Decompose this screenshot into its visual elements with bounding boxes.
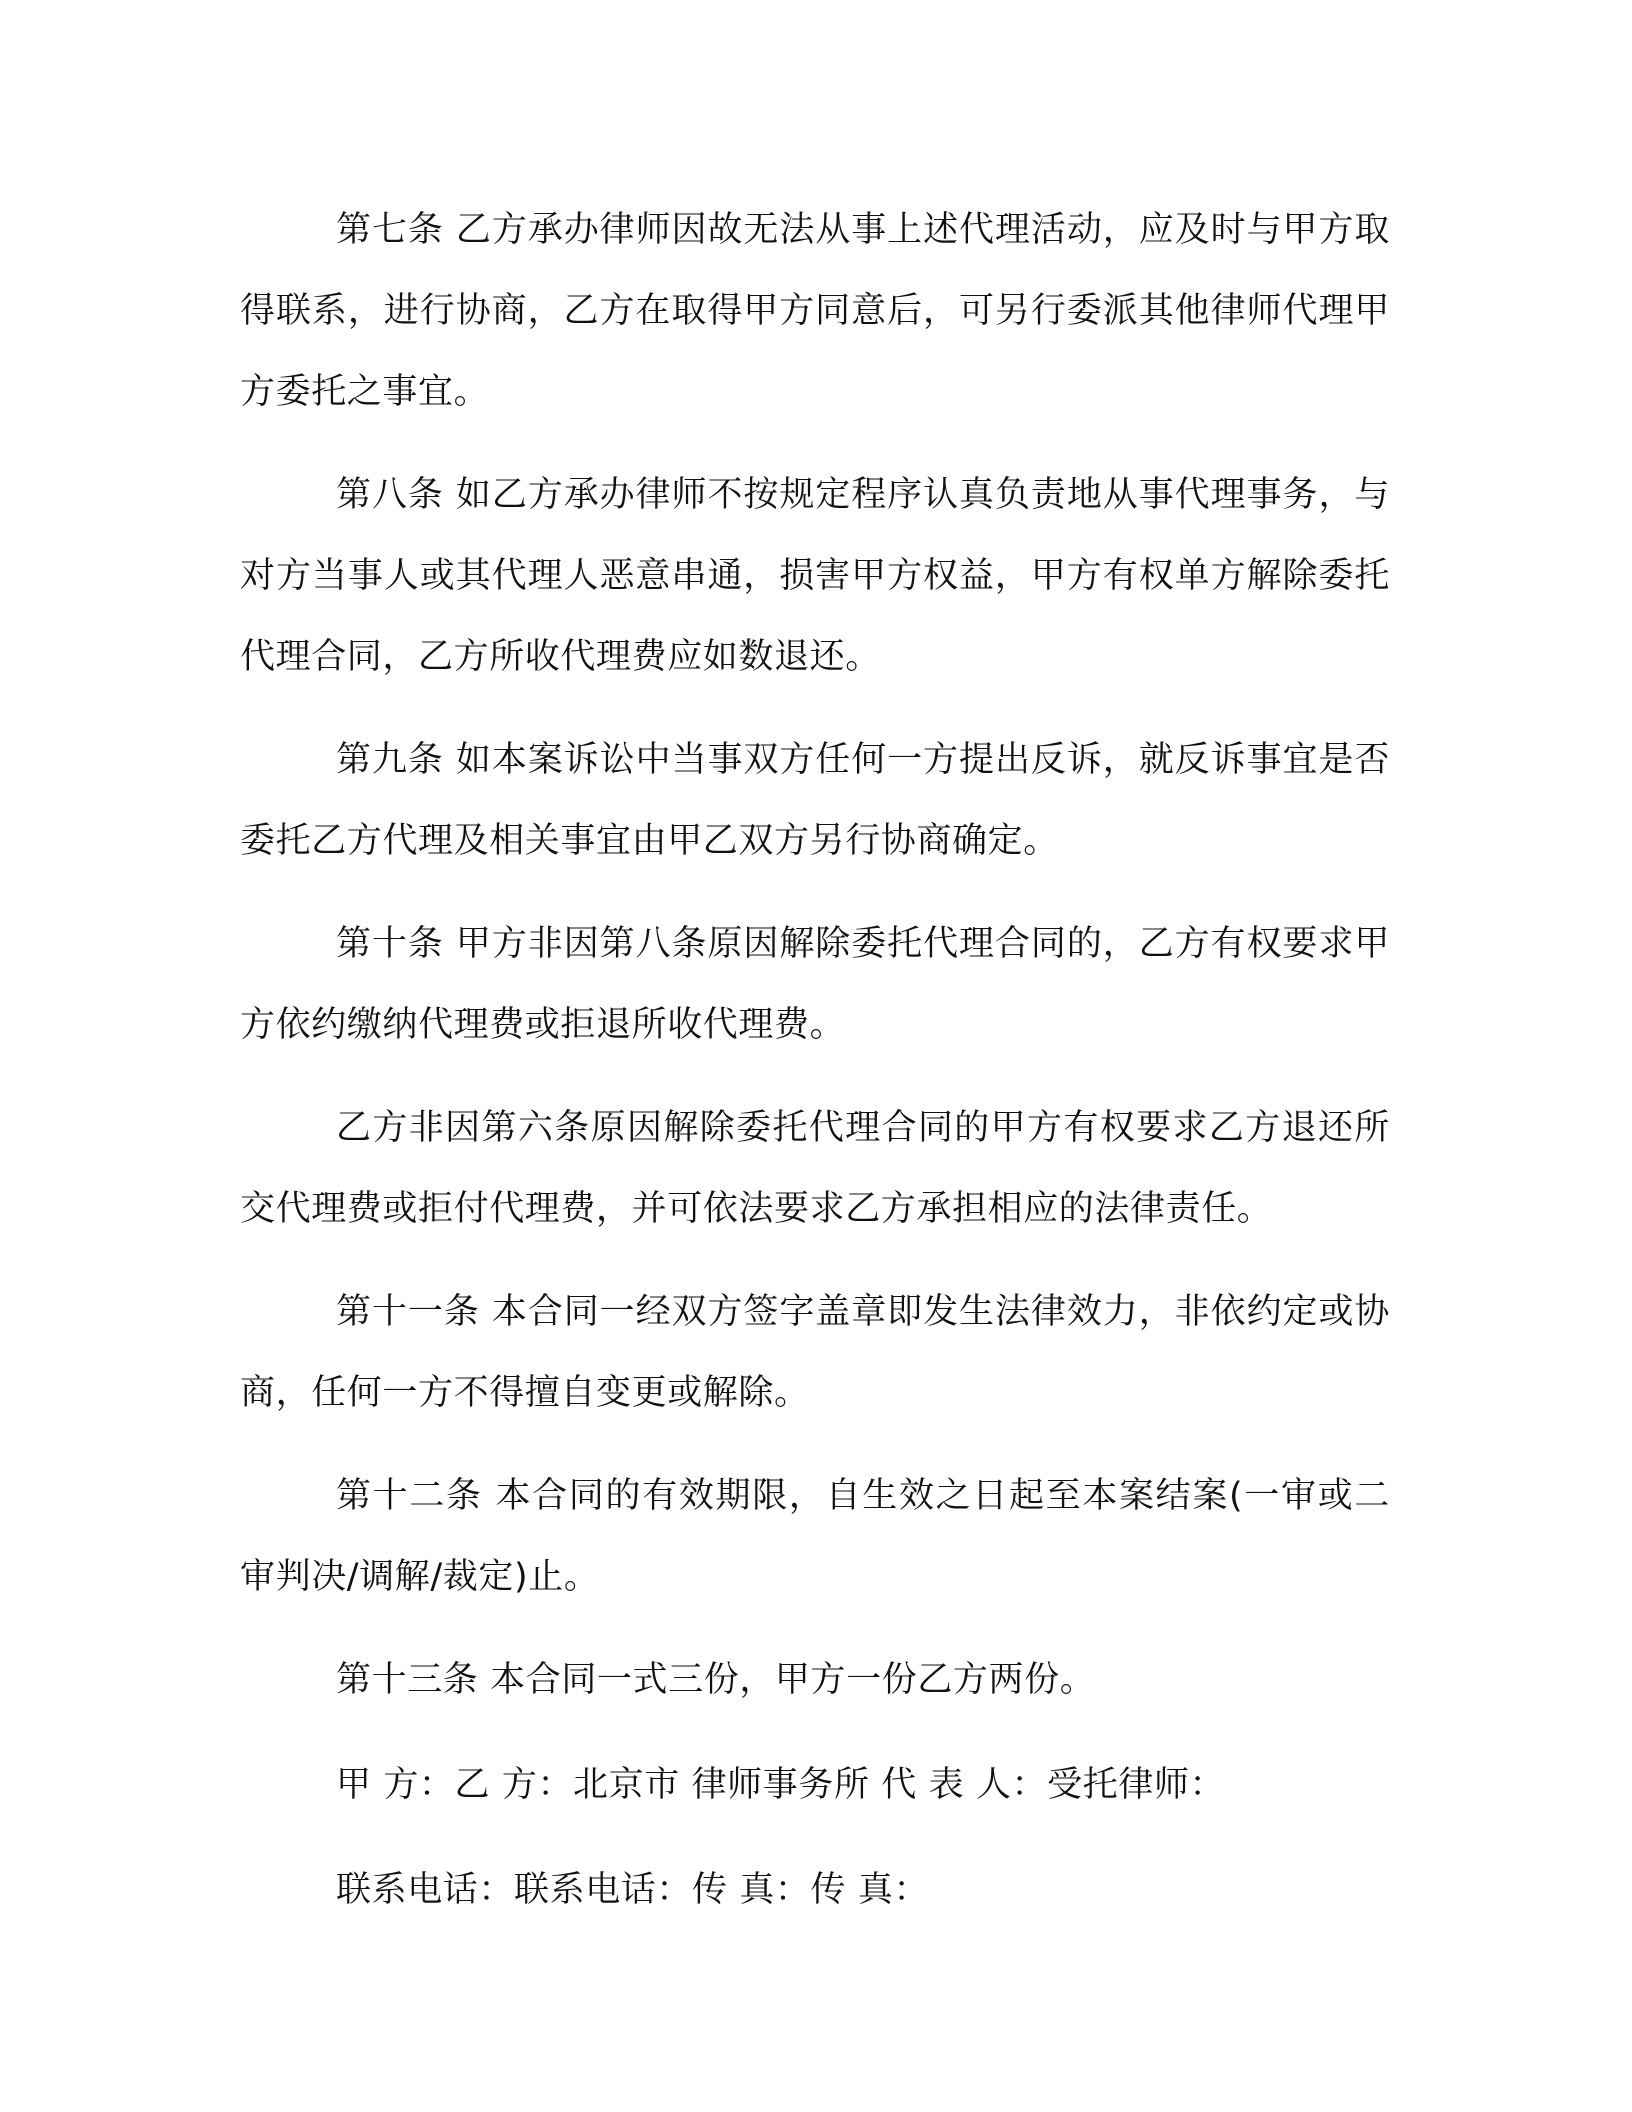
clause-7: 第七条 乙方承办律师因故无法从事上述代理活动，应及时与甲方取得联系，进行协商，乙方在取得甲方同意后，可另行委派其他律师代理甲方委托之事宜。 [240, 210, 1390, 412]
clause-12: 第十二条 本合同的有效期限，自生效之日起至本案结案(一审或二审判决/调解/裁定)止。 [240, 1476, 1390, 1597]
contact-line: 联系电话：联系电话：传 真：传 真： [336, 1870, 930, 1910]
clause-13: 第十三条 本合同一式三份，甲方一份乙方两份。 [336, 1660, 1096, 1700]
clause-9: 第九条 如本案诉讼中当事双方任何一方提出反诉，就反诉事宜是否委托乙方代理及相关事宜由甲乙双方另行协商确定。 [240, 740, 1390, 861]
document-page [240, 190, 1390, 1955]
clause-10-supplement: 乙方非因第六条原因解除委托代理合同的甲方有权要求乙方退还所交代理费或拒付代理费，并可依法要求乙方承担相应的法律责任。 [240, 1108, 1390, 1229]
signature-line: 甲 方：乙 方：北京市 律师事务所 代 表 人：受托律师： [336, 1765, 1226, 1805]
clause-11: 第十一条 本合同一经双方签字盖章即发生法律效力，非依约定或协商，任何一方不得擅自变更或解除。 [240, 1292, 1390, 1413]
clause-8: 第八条 如乙方承办律师不按规定程序认真负责地从事代理事务，与对方当事人或其代理人恶意串通，损害甲方权益，甲方有权单方解除委托代理合同，乙方所收代理费应如数退还。 [240, 475, 1390, 677]
clause-10: 第十条 甲方非因第八条原因解除委托代理合同的，乙方有权要求甲方依约缴纳代理费或拒退所收代理费。 [240, 924, 1390, 1045]
